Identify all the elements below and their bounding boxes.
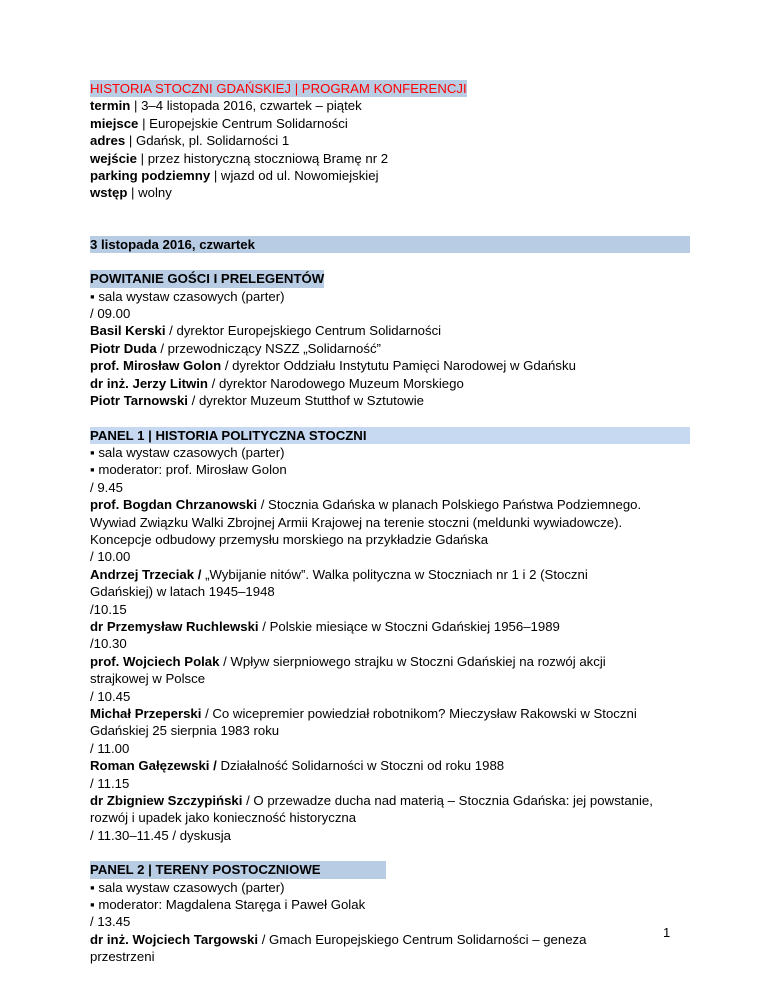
section-heading: PANEL 2 | TERENY POSTOCZNIOWE xyxy=(90,861,386,878)
speaker-row: dr inż. Jerzy Litwin / dyrektor Narodowego Muzeum Morskiego xyxy=(90,375,464,391)
section-heading: PANEL 1 | HISTORIA POLITYCZNA STOCZNI xyxy=(90,427,690,444)
talk-line: Gdańskiej 25 sierpnia 1983 roku xyxy=(90,723,280,739)
time-label: / 10.45 xyxy=(90,688,131,704)
speaker-row: Piotr Tarnowski / dyrektor Muzeum Stutthof w Sztutowie xyxy=(90,393,424,409)
speaker-row: Basil Kerski / dyrektor Europejskiego Centrum Solidarności xyxy=(90,323,442,339)
speaker-row: prof. Mirosław Golon / dyrektor Oddziału Instytutu Pamięci Narodowej w Gdańsku xyxy=(90,358,576,374)
talk-line: rozwój i upadek jako konieczność historyczna xyxy=(90,810,357,826)
talk-line: prof. Wojciech Polak / Wpływ sierpniowego strajku w Stoczni Gdańskiej na rozwój akcji xyxy=(90,653,606,669)
room-label: ▪ sala wystaw czasowych (parter) xyxy=(90,444,285,460)
time-label: / 13.45 xyxy=(90,914,131,930)
program-content xyxy=(90,80,690,966)
talk-line: Roman Gałęzewski / Działalność Solidarności w Stoczni od roku 1988 xyxy=(90,758,505,774)
talk-line: dr Przemysław Ruchlewski / Polskie miesiące w Stoczni Gdańskiej 1956–1989 xyxy=(90,618,560,634)
time-label: /10.15 xyxy=(90,601,127,617)
discussion-label: / 11.30–11.45 / dyskusja xyxy=(90,827,232,843)
talk-line: Wywiad Związku Walki Zbrojnej Armii Krajowej na terenie stoczni (meldunki wywiadowcze). xyxy=(90,514,623,530)
panel1-section xyxy=(90,427,690,845)
info-row: wstęp | wolny xyxy=(90,185,172,201)
talk-line: strajkowej w Polsce xyxy=(90,671,206,687)
info-row: adres | Gdańsk, pl. Solidarności 1 xyxy=(90,133,290,149)
section-heading: POWITANIE GOŚCI I PRELEGENTÓW xyxy=(90,271,325,287)
time-label: /10.30 xyxy=(90,636,127,652)
time-label: / 10.00 xyxy=(90,549,131,565)
room-label: ▪ sala wystaw czasowych (parter) xyxy=(90,288,285,304)
talk-line: dr inż. Wojciech Targowski / Gmach Europejskiego Centrum Solidarności – geneza xyxy=(90,931,587,947)
info-row: termin | 3–4 listopada 2016, czwartek – piątek xyxy=(90,98,362,114)
time-label: / 9.45 xyxy=(90,479,123,495)
info-block xyxy=(90,97,690,201)
time-label: / 11.15 xyxy=(90,775,130,791)
talk-line: Gdańskiej) w latach 1945–1948 xyxy=(90,584,275,600)
time-label: / 11.00 xyxy=(90,740,130,756)
welcome-section xyxy=(90,270,690,409)
info-row: wejście | przez historyczną stoczniową Bramę nr 2 xyxy=(90,150,389,166)
info-row: parking podziemny | wjazd od ul. Nowomiejskiej xyxy=(90,168,379,184)
talk-line: przestrzeni xyxy=(90,949,155,965)
moderator-label: ▪ moderator: prof. Mirosław Golon xyxy=(90,462,287,478)
document-title: HISTORIA STOCZNI GDAŃSKIEJ | PROGRAM KONFERENCJI xyxy=(90,81,467,96)
talk-line: Koncepcje odbudowy przemysłu morskiego na przykładzie Gdańska xyxy=(90,531,489,547)
speaker-row: Piotr Duda / przewodniczący NSZZ „Solidarność” xyxy=(90,340,381,356)
time-label: / 09.00 xyxy=(90,306,131,322)
talk-line: prof. Bogdan Chrzanowski / Stocznia Gdańska w planach Polskiego Państwa Podziemnego. xyxy=(90,497,642,513)
info-row: miejsce | Europejskie Centrum Solidarności xyxy=(90,115,348,131)
moderator-label: ▪ moderator: Magdalena Staręga i Paweł Golak xyxy=(90,897,366,913)
day-heading: 3 listopada 2016, czwartek xyxy=(90,236,690,253)
talk-line: Andrzej Trzeciak / „Wybijanie nitów”. Walka polityczna w Stoczniach nr 1 i 2 (Stoczni xyxy=(90,566,588,582)
room-label: ▪ sala wystaw czasowych (parter) xyxy=(90,879,285,895)
talk-line: Michał Przeperski / Co wicepremier powiedział robotnikom? Mieczysław Rakowski w Stoczni xyxy=(90,706,637,721)
page-number: 1 xyxy=(663,925,671,940)
panel2-section xyxy=(90,861,690,965)
talk-line: dr Zbigniew Szczypiński / O przewadze ducha nad materią – Stocznia Gdańska: jej powstanie, xyxy=(90,793,653,809)
